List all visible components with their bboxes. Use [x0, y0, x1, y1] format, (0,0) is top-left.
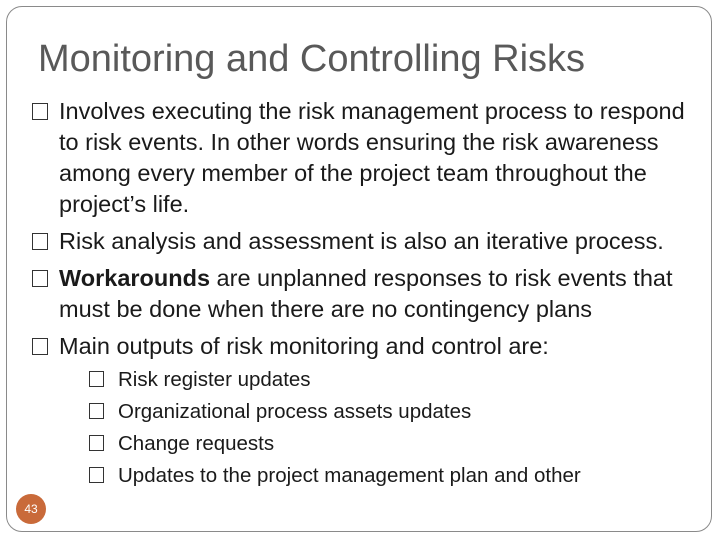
sub-bullet-text: Organizational process assets updates [118, 400, 472, 423]
square-bullet-icon [89, 403, 104, 419]
slide-title: Monitoring and Controlling Risks [38, 38, 586, 80]
square-bullet-icon [32, 103, 48, 120]
bullet-text: Risk analysis and assessment is also an iterative process. [59, 228, 664, 254]
sub-bullet-item-2 [89, 396, 702, 428]
square-bullet-icon [89, 435, 104, 451]
bullet-list [32, 96, 702, 498]
square-bullet-icon [32, 270, 48, 287]
square-bullet-icon [32, 338, 48, 355]
bullet-item-4 [32, 331, 702, 492]
page-number-badge: 43 [16, 494, 46, 524]
bullet-item-1 [32, 96, 702, 220]
square-bullet-icon [32, 233, 48, 250]
bullet-text: are unplanned responses to risk events that must be done when there are no contingency plans [59, 265, 673, 322]
bullet-text: Involves executing the risk management process to respond to risk events. In other words ensuring the risk awareness among every member of the project team throughout the project’s life. [59, 98, 685, 217]
sub-bullet-text: Change requests [118, 432, 275, 455]
bullet-bold-term: Workarounds [59, 265, 211, 291]
sub-bullet-list [59, 364, 702, 492]
bullet-text: Main outputs of risk monitoring and control are: [59, 333, 549, 359]
bullet-item-3 [32, 263, 702, 325]
square-bullet-icon [89, 371, 104, 387]
sub-bullet-text: Risk register updates [118, 368, 311, 391]
square-bullet-icon [89, 467, 104, 483]
sub-bullet-item-3 [89, 428, 702, 460]
bullet-item-2 [32, 226, 702, 257]
sub-bullet-item-4 [89, 460, 702, 492]
sub-bullet-item-1 [89, 364, 702, 396]
sub-bullet-text: Updates to the project management plan and other [118, 464, 581, 487]
